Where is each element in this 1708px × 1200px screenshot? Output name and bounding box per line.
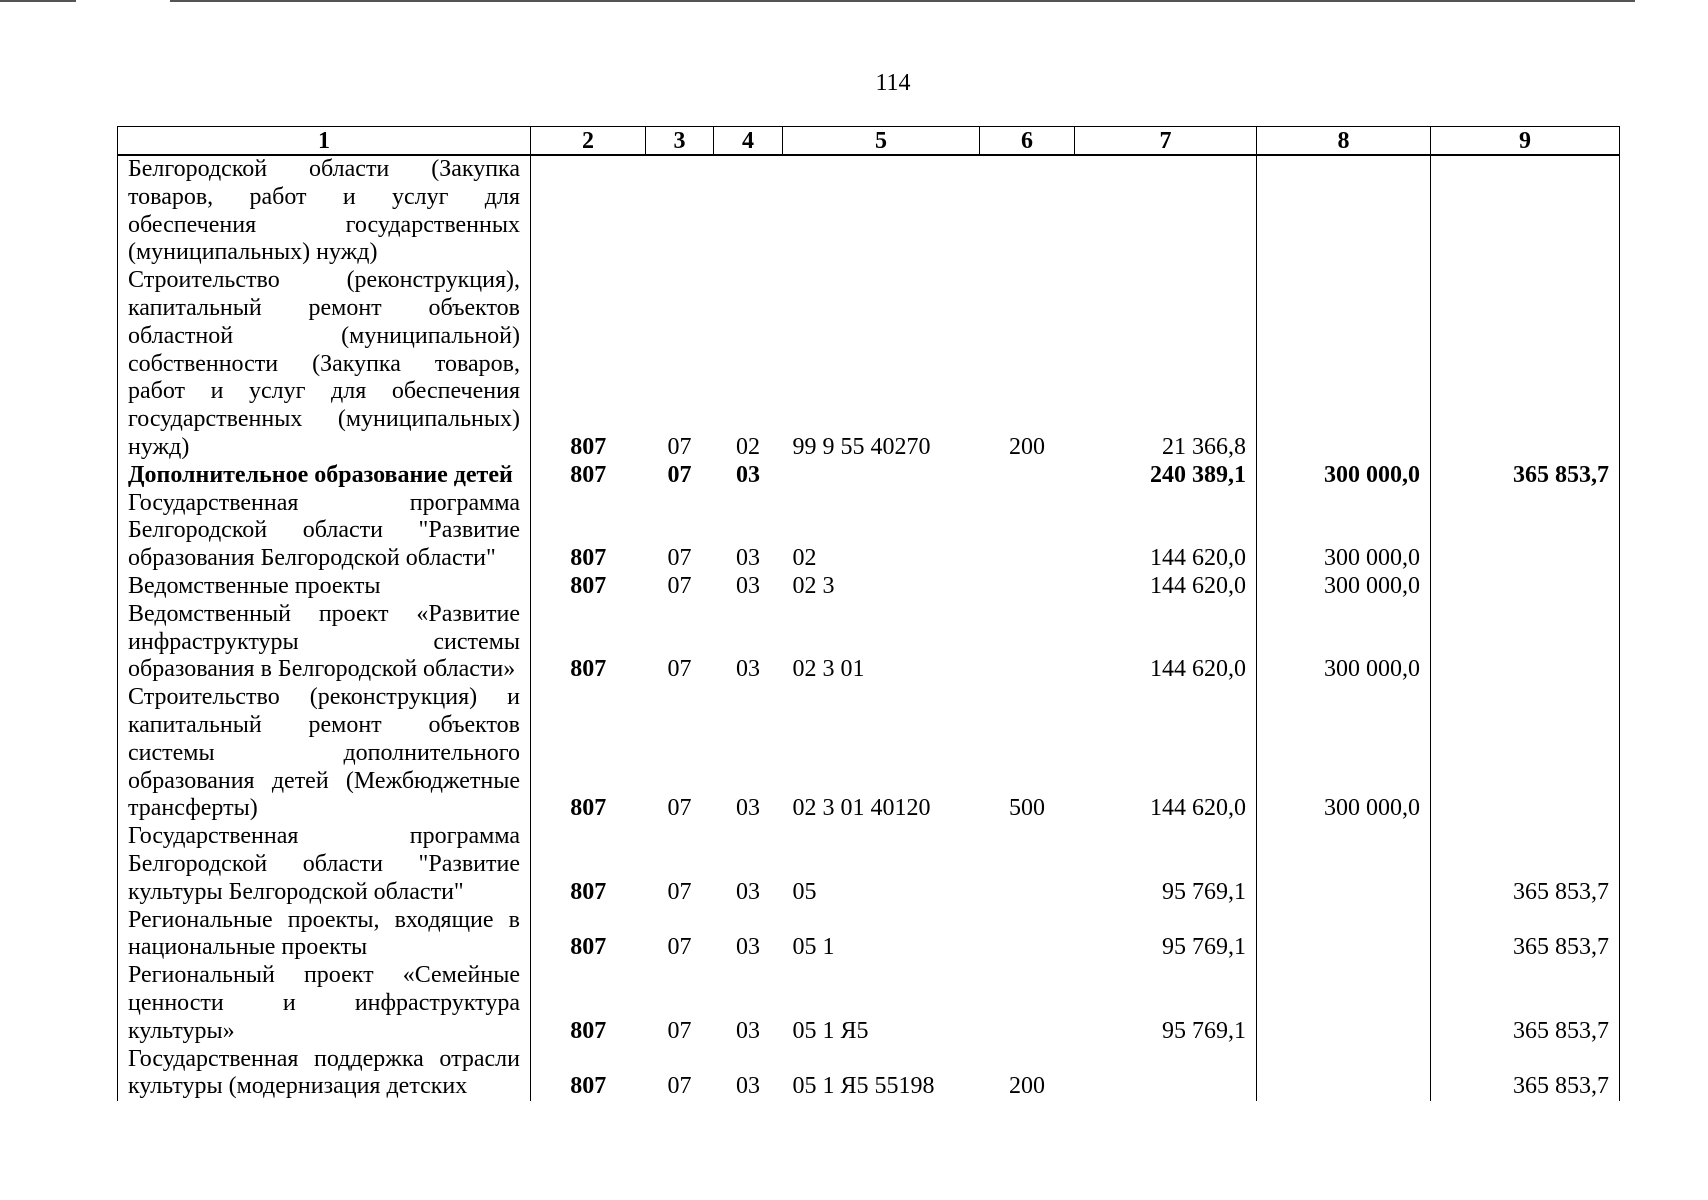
header-row [118, 127, 1620, 156]
row-col9-cell [1431, 490, 1620, 573]
row-csr-cell: 02 3 01 [792, 656, 865, 683]
row-name-cell: Ведомственный проект «Развитие инфраструктуры системы образования в Белгородской области» [118, 601, 531, 684]
row-gr-cell: 807 [570, 545, 607, 572]
row-name-cell: Государственная программа Белгородской области "Развитие образования Белгородской области" [118, 490, 531, 573]
row-col9-cell: 365 853,7 [1431, 1046, 1620, 1102]
row-col8-cell [1257, 155, 1431, 267]
row-csr-cell [783, 155, 980, 267]
table-row [118, 823, 1620, 906]
row-csr-cell: 05 1 [792, 934, 835, 961]
row-csr-cell: 05 1 Я5 [792, 1017, 869, 1044]
row-vr-cell [980, 962, 1075, 1045]
table-row [118, 684, 1620, 823]
row-col7-cell: 95 769,1 [1075, 823, 1257, 906]
row-col7-cell: 144 620,0 [1075, 573, 1257, 601]
row-rz-cell: 07 [667, 878, 692, 905]
row-rz-cell: 07 [667, 1073, 692, 1100]
row-gr-cell: 807 [570, 656, 607, 683]
row-rz-cell: 07 [667, 545, 692, 572]
row-col8-cell: 300 000,0 [1257, 462, 1431, 490]
header-cell: 3 [646, 127, 714, 156]
row-rz-cell: 07 [667, 433, 692, 460]
row-col7-cell: 144 620,0 [1075, 601, 1257, 684]
header-cell: 9 [1431, 127, 1620, 156]
row-col8-cell [1257, 1046, 1431, 1102]
row-name-cell: Строительство (реконструкция), капитальный ремонт объектов областной (муниципальной) собственности (Закупка товаров, работ и услуг для обеспечения государственных (муниципальных) нужд) [118, 267, 531, 462]
row-name-cell: Региональный проект «Семейные ценности и инфраструктура культуры» [118, 962, 531, 1045]
row-col8-cell [1257, 267, 1431, 462]
row-gr-cell: 807 [570, 1073, 607, 1100]
row-col9-cell: 365 853,7 [1431, 962, 1620, 1045]
row-vr-cell: 200 [1009, 1073, 1045, 1100]
header-cell: 6 [980, 127, 1075, 156]
header-cell: 8 [1257, 127, 1431, 156]
row-name-cell: Ведомственные проекты [118, 573, 531, 601]
row-csr-cell: 02 3 [792, 572, 835, 599]
header-cell: 5 [783, 127, 980, 156]
row-vr-cell: 500 [1009, 795, 1045, 822]
row-vr-cell [980, 907, 1075, 963]
row-csr-cell: 05 [792, 878, 817, 905]
top-rule-right [170, 0, 1635, 2]
row-name-cell: Региональные проекты, входящие в национальные проекты [118, 907, 531, 963]
row-col7-cell: 95 769,1 [1075, 907, 1257, 963]
table-row [118, 962, 1620, 1045]
table-row [118, 907, 1620, 963]
row-col8-cell: 300 000,0 [1257, 490, 1431, 573]
row-rz-cell: 07 [667, 934, 692, 961]
row-col7-cell: 240 389,1 [1075, 462, 1257, 490]
row-col9-cell: 365 853,7 [1431, 462, 1620, 490]
row-pr-cell: 03 [736, 572, 760, 599]
row-pr-cell: 03 [736, 878, 760, 905]
row-rz-cell: 07 [667, 795, 692, 822]
table-row [118, 1046, 1620, 1102]
row-csr-cell: 05 1 Я5 55198 [792, 1073, 935, 1100]
row-gr-cell: 807 [570, 433, 607, 460]
row-pr-cell: 03 [736, 545, 760, 572]
row-col7-cell [1075, 155, 1257, 267]
row-gr-cell [531, 155, 646, 267]
row-col9-cell [1431, 684, 1620, 823]
row-pr-cell: 03 [736, 656, 760, 683]
top-rule-left [0, 0, 76, 2]
budget-table [117, 126, 1620, 1101]
row-pr-cell: 03 [736, 795, 760, 822]
row-col9-cell [1431, 573, 1620, 601]
row-csr-cell: 99 9 55 40270 [792, 433, 931, 460]
row-rz-cell: 07 [667, 572, 692, 599]
row-col7-cell: 144 620,0 [1075, 490, 1257, 573]
row-rz-cell: 07 [667, 656, 692, 683]
row-col9-cell [1431, 601, 1620, 684]
row-csr-cell [783, 462, 980, 490]
row-gr-cell: 807 [570, 572, 607, 599]
row-col7-cell: 21 366,8 [1075, 267, 1257, 462]
row-vr-cell [980, 490, 1075, 573]
row-rz-cell: 07 [667, 461, 692, 488]
row-col9-cell: 365 853,7 [1431, 907, 1620, 963]
row-col8-cell: 300 000,0 [1257, 601, 1431, 684]
row-rz-cell [646, 155, 714, 267]
row-vr-cell [980, 823, 1075, 906]
table-row [118, 573, 1620, 601]
row-gr-cell: 807 [570, 795, 607, 822]
row-pr-cell: 02 [736, 433, 760, 460]
row-name-cell: Дополнительное образование детей [118, 462, 531, 490]
table-row [118, 601, 1620, 684]
row-col8-cell [1257, 962, 1431, 1045]
row-col7-cell [1075, 1046, 1257, 1102]
row-pr-cell: 03 [736, 461, 760, 488]
row-gr-cell: 807 [570, 1017, 607, 1044]
table-row [118, 462, 1620, 490]
row-vr-cell [980, 462, 1075, 490]
row-col9-cell [1431, 155, 1620, 267]
header-cell: 7 [1075, 127, 1257, 156]
row-csr-cell: 02 [792, 545, 817, 572]
row-name-cell: Государственная поддержка отрасли культуры (модернизация детских [118, 1046, 531, 1102]
row-name-cell: Государственная программа Белгородской области "Развитие культуры Белгородской области" [118, 823, 531, 906]
row-vr-cell [980, 155, 1075, 267]
row-csr-cell: 02 3 01 40120 [792, 795, 931, 822]
row-col7-cell: 95 769,1 [1075, 962, 1257, 1045]
row-col7-cell: 144 620,0 [1075, 684, 1257, 823]
row-pr-cell: 03 [736, 934, 760, 961]
row-col9-cell: 365 853,7 [1431, 823, 1620, 906]
header-cell: 2 [531, 127, 646, 156]
row-pr-cell: 03 [736, 1073, 760, 1100]
row-col9-cell [1431, 267, 1620, 462]
row-gr-cell: 807 [570, 878, 607, 905]
row-col8-cell: 300 000,0 [1257, 573, 1431, 601]
table-row [118, 155, 1620, 267]
row-pr-cell [714, 155, 783, 267]
row-vr-cell: 200 [1009, 433, 1045, 460]
row-pr-cell: 03 [736, 1017, 760, 1044]
row-vr-cell [980, 601, 1075, 684]
header-cell: 4 [714, 127, 783, 156]
row-gr-cell: 807 [570, 461, 607, 488]
row-name-cell: Строительство (реконструкция) и капитальный ремонт объектов системы дополнительного образования детей (Межбюджетные трансферты) [118, 684, 531, 823]
row-rz-cell: 07 [667, 1017, 692, 1044]
row-vr-cell [980, 573, 1075, 601]
row-col8-cell [1257, 907, 1431, 963]
row-col8-cell [1257, 823, 1431, 906]
table-row [118, 267, 1620, 462]
row-col8-cell: 300 000,0 [1257, 684, 1431, 823]
page-number: 114 [875, 70, 911, 96]
table-row [118, 490, 1620, 573]
row-gr-cell: 807 [570, 934, 607, 961]
row-name-cell: Белгородской области (Закупка товаров, работ и услуг для обеспечения государственных (муниципальных) нужд) [118, 155, 531, 267]
header-cell: 1 [118, 127, 531, 156]
